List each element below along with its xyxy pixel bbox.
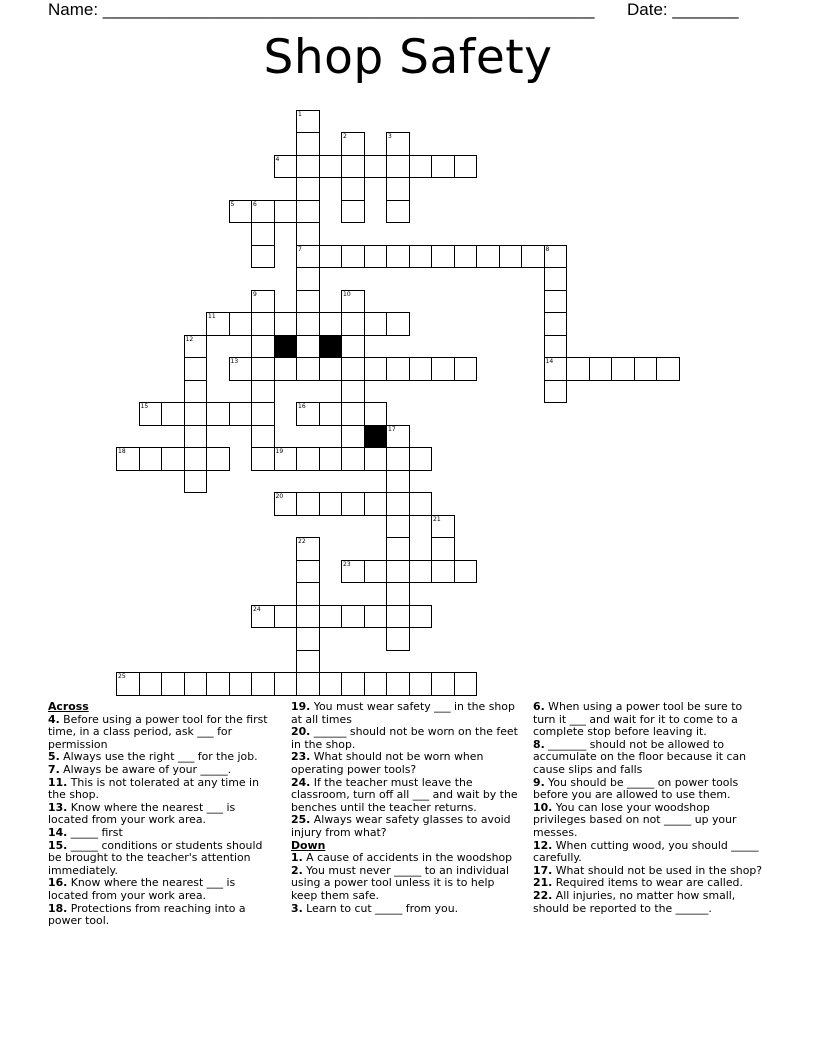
clue-item: 18. Protections from reaching into a power tool. (48, 901, 246, 928)
down-heading: Down (291, 838, 326, 852)
grid-cell[interactable] (409, 672, 433, 696)
grid-cell[interactable] (296, 222, 320, 246)
clue-column-1 (48, 701, 276, 928)
grid-cell[interactable] (296, 627, 320, 651)
clue-number-label: 23. (291, 750, 311, 764)
grid-cell[interactable] (364, 560, 388, 584)
grid-cell[interactable] (296, 177, 320, 201)
grid-cell[interactable] (139, 672, 163, 696)
clue-item: 25. Always wear safety glasses to avoid injury from what? (291, 813, 511, 839)
clue-number: 18 (118, 448, 126, 455)
clue-number-label: 1. (291, 851, 303, 865)
grid-cell[interactable] (386, 155, 410, 179)
grid-cell[interactable] (251, 312, 275, 336)
clue-number-label: 25. (291, 813, 311, 827)
grid-cell[interactable] (409, 492, 433, 516)
grid-cell[interactable] (431, 515, 455, 539)
grid-cell[interactable] (476, 245, 500, 269)
clue-number: 7 (298, 245, 302, 253)
grid-cell[interactable] (386, 537, 410, 561)
grid-cell[interactable] (431, 245, 455, 269)
clue-number-label: 14. (48, 825, 68, 839)
grid-cell[interactable] (296, 290, 320, 314)
grid-cell[interactable] (296, 582, 320, 606)
clue-item: 6. When using a power tool be sure to turn it ___ and wait for it to come to a complete stop before leaving it. (533, 700, 743, 739)
clue-number: 14 (545, 358, 554, 365)
clue-number-label: 24. (291, 775, 311, 789)
grid-cell[interactable] (251, 672, 275, 696)
grid-cell[interactable] (319, 492, 343, 516)
clue-item: 12. When cutting wood, you should _____ carefully. (533, 838, 759, 865)
clue-item: 3. Learn to cut _____ from you. (291, 901, 459, 915)
grid-cell[interactable] (386, 312, 410, 336)
grid-cell[interactable] (229, 357, 253, 381)
grid-cell[interactable] (386, 425, 410, 449)
grid-cell[interactable] (184, 470, 208, 494)
grid-cell[interactable] (386, 132, 410, 156)
clue-number: 12 (185, 335, 194, 343)
black-square (364, 425, 388, 449)
grid-cell[interactable] (296, 335, 320, 359)
grid-cell[interactable] (386, 627, 410, 651)
grid-cell[interactable] (364, 605, 388, 629)
grid-cell[interactable] (319, 155, 343, 179)
grid-cell[interactable] (544, 335, 568, 359)
grid-cell[interactable] (229, 402, 253, 426)
grid-cell[interactable] (274, 357, 298, 381)
grid-cell[interactable] (184, 402, 208, 426)
grid-cell[interactable] (296, 245, 320, 269)
clue-number: 3 (388, 133, 392, 140)
grid-cell[interactable] (544, 312, 568, 336)
grid-cell[interactable] (296, 155, 320, 179)
clue-number: 1 (298, 110, 302, 118)
grid-cell[interactable] (341, 335, 365, 359)
grid-cell[interactable] (296, 672, 320, 696)
grid-cell[interactable] (206, 447, 230, 471)
clue-number-label: 9. (533, 775, 545, 789)
grid-cell[interactable] (296, 357, 320, 381)
grid-cell[interactable] (386, 582, 410, 606)
grid-cell[interactable] (431, 560, 455, 584)
grid-cell[interactable] (184, 357, 208, 381)
clue-number-label: 6. (533, 700, 545, 713)
grid-cell[interactable] (386, 447, 410, 471)
clue-number-label: 18. (48, 901, 68, 915)
grid-cell[interactable] (251, 357, 275, 381)
grid-cell[interactable] (319, 447, 343, 471)
clue-number-label: 17. (533, 863, 553, 877)
grid-cell[interactable] (409, 605, 433, 629)
black-square (274, 335, 298, 359)
clue-number-label: 10. (533, 800, 553, 814)
grid-cell[interactable] (184, 672, 208, 696)
clue-item: 1. A cause of accidents in the woodshop (291, 851, 513, 865)
grid-cell[interactable] (341, 357, 365, 381)
grid-cell[interactable] (161, 402, 185, 426)
grid-cell[interactable] (341, 560, 365, 584)
grid-cell[interactable] (139, 447, 163, 471)
clue-item: 8. _______ should not be allowed to accumulate on the floor because it can cause slips and falls (533, 737, 747, 776)
clue-item: 16. Know where the nearest ___ is located from your work area. (48, 876, 236, 902)
date-field[interactable]: Date: _______ (627, 0, 739, 19)
grid-cell[interactable] (296, 492, 320, 516)
grid-cell[interactable] (386, 560, 410, 584)
clue-item: 13. Know where the nearest ___ is located from your work area. (48, 800, 236, 827)
grid-cell[interactable] (296, 537, 320, 561)
grid-cell[interactable] (409, 155, 433, 179)
grid-cell[interactable] (251, 605, 275, 629)
grid-cell[interactable] (364, 492, 388, 516)
grid-cell[interactable] (409, 560, 433, 584)
grid-cell[interactable] (184, 380, 208, 404)
grid-cell[interactable] (611, 357, 635, 381)
grid-cell[interactable] (544, 290, 568, 314)
clue-number-label: 3. (291, 901, 303, 915)
grid-cell[interactable] (274, 312, 298, 336)
grid-cell[interactable] (341, 132, 365, 156)
grid-cell[interactable] (206, 312, 230, 336)
clue-column-3 (533, 701, 763, 915)
clue-item: 24. If the teacher must leave the classroom, turn off all ___ and wait by the benches until the teacher returns. (291, 775, 518, 814)
grid-cell[interactable] (161, 672, 185, 696)
grid-cell[interactable] (431, 155, 455, 179)
clue-item: 11. This is not tolerated at any time in the shop. (48, 775, 259, 802)
page-title: Shop Safety (263, 30, 553, 85)
grid-cell[interactable] (251, 447, 275, 471)
clue-number: 20 (275, 493, 284, 500)
grid-cell[interactable] (184, 425, 208, 449)
grid-cell[interactable] (341, 380, 365, 404)
grid-cell[interactable] (319, 312, 343, 336)
grid-cell[interactable] (454, 357, 478, 381)
grid-cell[interactable] (656, 357, 680, 381)
grid-cell[interactable] (386, 200, 410, 224)
clue-number: 16 (298, 403, 306, 410)
grid-cell[interactable] (296, 447, 320, 471)
grid-cell[interactable] (184, 335, 208, 359)
grid-cell[interactable] (341, 447, 365, 471)
clue-number: 11 (208, 313, 216, 320)
clue-number-label: 15. (48, 838, 68, 852)
grid-cell[interactable] (386, 605, 410, 629)
across-heading: Across (48, 700, 89, 713)
grid-cell[interactable] (454, 672, 478, 696)
grid-cell[interactable] (634, 357, 658, 381)
grid-cell[interactable] (341, 605, 365, 629)
grid-cell[interactable] (341, 177, 365, 201)
clue-item: 22. All injuries, no matter how small, should be reported to the ______. (533, 888, 736, 915)
grid-cell[interactable] (499, 245, 523, 269)
grid-cell[interactable] (116, 447, 140, 471)
clue-number: 5 (230, 200, 235, 208)
grid-cell[interactable] (364, 245, 388, 269)
grid-cell[interactable] (364, 672, 388, 696)
grid-cell[interactable] (251, 245, 275, 269)
grid-cell[interactable] (431, 672, 455, 696)
grid-cell[interactable] (521, 245, 545, 269)
clue-number: 17 (388, 425, 396, 433)
grid-cell[interactable] (364, 402, 388, 426)
clue-number: 19 (275, 448, 284, 455)
clue-number-label: 8. (533, 737, 545, 751)
grid-cell[interactable] (544, 357, 568, 381)
grid-cell[interactable] (274, 155, 298, 179)
clue-number-label: 7. (48, 762, 60, 776)
clue-number: 2 (343, 133, 347, 140)
grid-cell[interactable] (544, 245, 568, 269)
grid-cell[interactable] (386, 470, 410, 494)
grid-cell[interactable] (296, 650, 320, 674)
clue-number-label: 12. (533, 838, 553, 852)
grid-cell[interactable] (206, 672, 230, 696)
clue-item: 9. You should be _____ on power tools before you are allowed to use them. (533, 775, 739, 802)
grid-cell[interactable] (319, 605, 343, 629)
grid-cell[interactable] (341, 425, 365, 449)
grid-cell[interactable] (544, 267, 568, 291)
grid-cell[interactable] (251, 335, 275, 359)
grid-cell[interactable] (341, 402, 365, 426)
grid-cell[interactable] (364, 447, 388, 471)
clue-number: 24 (253, 605, 261, 613)
grid-cell[interactable] (454, 245, 478, 269)
grid-cell[interactable] (319, 402, 343, 426)
grid-cell[interactable] (251, 380, 275, 404)
grid-cell[interactable] (229, 200, 253, 224)
clue-number-label: 2. (291, 863, 303, 877)
grid-cell[interactable] (409, 447, 433, 471)
clue-number: 21 (433, 515, 441, 523)
grid-cell[interactable] (409, 245, 433, 269)
grid-cell[interactable] (229, 312, 253, 336)
grid-cell[interactable] (341, 492, 365, 516)
grid-cell[interactable] (454, 560, 478, 584)
grid-cell[interactable] (274, 447, 298, 471)
clue-item: 21. Required items to wear are called. (533, 876, 743, 890)
grid-cell[interactable] (251, 290, 275, 314)
grid-cell[interactable] (431, 537, 455, 561)
grid-cell[interactable] (319, 245, 343, 269)
grid-cell[interactable] (409, 357, 433, 381)
clue-number: 25 (118, 673, 126, 680)
clue-number-label: 13. (48, 800, 68, 814)
clue-item: 19. You must wear safety ___ in the shop at all times (291, 700, 515, 726)
grid-cell[interactable] (386, 515, 410, 539)
clue-number-label: 16. (48, 876, 68, 890)
grid-cell[interactable] (251, 200, 275, 224)
grid-cell[interactable] (274, 672, 298, 696)
grid-cell[interactable] (364, 357, 388, 381)
grid-cell[interactable] (386, 672, 410, 696)
clue-number: 8 (545, 245, 550, 253)
grid-cell[interactable] (296, 605, 320, 629)
clue-number-label: 5. (48, 750, 60, 764)
grid-cell[interactable] (386, 177, 410, 201)
grid-cell[interactable] (251, 222, 275, 246)
grid-cell[interactable] (454, 155, 478, 179)
grid-cell[interactable] (296, 200, 320, 224)
clue-number-label: 22. (533, 888, 553, 902)
clue-number: 9 (253, 290, 257, 298)
clue-number: 13 (230, 358, 239, 365)
grid-cell[interactable] (544, 380, 568, 404)
grid-cell[interactable] (184, 447, 208, 471)
grid-cell[interactable] (386, 245, 410, 269)
black-square (319, 335, 343, 359)
grid-cell[interactable] (296, 560, 320, 584)
clue-number: 10 (343, 290, 351, 298)
clue-number: 6 (253, 200, 257, 208)
grid-cell[interactable] (341, 290, 365, 314)
clue-number-label: 19. (291, 700, 311, 713)
grid-cell[interactable] (566, 357, 590, 381)
grid-cell[interactable] (251, 425, 275, 449)
grid-cell[interactable] (296, 110, 320, 134)
grid-cell[interactable] (229, 672, 253, 696)
grid-cell[interactable] (431, 357, 455, 381)
grid-cell[interactable] (364, 155, 388, 179)
clue-item: 15. _____ conditions or students should be brought to the teacher's attention immediately. (48, 838, 263, 877)
grid-cell[interactable] (386, 357, 410, 381)
grid-cell[interactable] (589, 357, 613, 381)
grid-cell[interactable] (274, 605, 298, 629)
grid-cell[interactable] (296, 132, 320, 156)
clue-item: 5. Always use the right ___ for the job. (48, 750, 258, 764)
grid-cell[interactable] (251, 402, 275, 426)
name-field[interactable]: Name: ____________________________________________________ (48, 0, 595, 19)
clue-item: 10. You can lose your woodshop privileges based on not _____ up your messes. (533, 800, 737, 839)
clue-number-label: 4. (48, 712, 60, 726)
grid-cell[interactable] (274, 492, 298, 516)
grid-cell[interactable] (319, 672, 343, 696)
clue-item: 7. Always be aware of your _____. (48, 762, 232, 776)
clue-number: 4 (275, 155, 280, 163)
clue-item: 23. What should not be worn when operating power tools? (291, 750, 484, 776)
clue-number-label: 11. (48, 775, 68, 789)
grid-cell[interactable] (341, 672, 365, 696)
grid-cell[interactable] (161, 447, 185, 471)
grid-cell[interactable] (341, 155, 365, 179)
clue-item: 14. _____ first (48, 825, 123, 839)
clue-item: 20. ______ should not be worn on the feet in the shop. (291, 725, 518, 751)
grid-cell[interactable] (116, 672, 140, 696)
clue-number-label: 20. (291, 725, 311, 739)
grid-cell[interactable] (296, 402, 320, 426)
grid-cell[interactable] (341, 312, 365, 336)
grid-cell[interactable] (386, 492, 410, 516)
clue-item: 2. You must never _____ to an individual using a power tool unless it is to help keep them safe. (291, 863, 509, 902)
grid-cell[interactable] (364, 312, 388, 336)
clue-item: 17. What should not be used in the shop? (533, 863, 763, 877)
grid-cell[interactable] (341, 200, 365, 224)
grid-cell[interactable] (341, 245, 365, 269)
grid-cell[interactable] (274, 200, 298, 224)
clue-number-label: 21. (533, 876, 553, 890)
grid-cell[interactable] (296, 267, 320, 291)
clue-item: 4. Before using a power tool for the first time, in a class period, ask ___ for permission (48, 712, 268, 751)
grid-cell[interactable] (206, 402, 230, 426)
grid-cell[interactable] (139, 402, 163, 426)
grid-cell[interactable] (319, 357, 343, 381)
clue-number: 15 (140, 403, 149, 410)
clue-column-2 (291, 701, 521, 915)
grid-cell[interactable] (296, 312, 320, 336)
clue-number: 23 (343, 560, 351, 568)
clue-number: 22 (298, 538, 306, 545)
